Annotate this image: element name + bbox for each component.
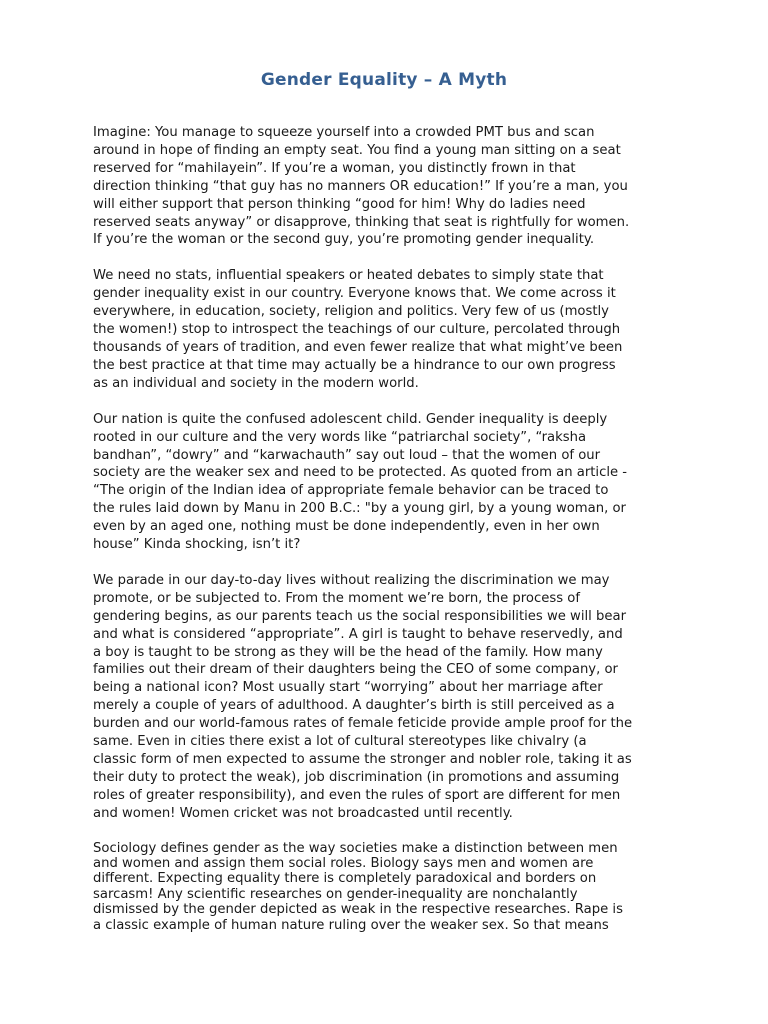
paragraph-we-parade: We parade in our day-to-day lives without realizing the discrimination we may promote, or be subjected to. From the moment we’re born, the process of gendering begins, as our parents teach us the social responsibilities we will bear and what is considered “appropriate”. A girl is taught to behave reservedly, and a boy is taught to be strong as they will be the head of the family. How many families out their dream of their daughters being the CEO of some company, or being a national icon? Most usually start “worrying” about her marriage after merely a couple of years of adulthood. A daughter’s birth is still perceived as a burden and our world-famous rates of female feticide provide ample proof for the same. Even in cities there exist a lot of cultural stereotypes like chivalry (a classic form of men expected to assume the stronger and nobler role, taking it as their duty to protect the weak), job discrimination (in promotions and assuming roles of greater responsibility), and even the rules of sport are different for men and women! Women cricket was not broadcasted until recently.	[93, 572, 633, 821]
paragraph-sociology: Sociology defines gender as the way societies make a distinction between men and women and assign them social roles. Biology says men and women are different. Expecting equality there is completely paradoxical and borders on sarcasm! Any scientific researches on gender-inequality are nonchalantly dismissed by the gender depicted as weak in the respective researches. Rape is a classic example of human nature ruling over the weaker sex. So that means	[93, 840, 623, 933]
document-title: Gender Equality – A Myth	[260, 70, 508, 90]
paragraph-our-nation: Our nation is quite the confused adolescent child. Gender inequality is deeply rooted in our culture and the very words like “patriarchal society”, “raksha bandhan”, “dowry” and “karwachauth” say out loud – that the women of our society are the weaker sex and need to be protected. As quoted from an article - “The origin of the Indian idea of appropriate female behavior can be traced to the rules laid down by Manu in 200 B.C.: "by a young girl, by a young woman, or even by an aged one, nothing must be done independently, even in her own house” Kinda shocking, isn’t it?	[93, 411, 628, 553]
paragraph-imagine: Imagine: You manage to squeeze yourself into a crowded PMT bus and scan around in hope of finding an empty seat. You find a young man sitting on a seat reserved for “mahilayein”. If you’re a woman, you distinctly frown in that direction thinking “that guy has no manners OR education!” If you’re a man, you will either support that person thinking “good for him! Why do ladies need reserved seats anyway” or disapprove, thinking that seat is rightfully for women. If you’re the woman or the second guy, you’re promoting gender inequality.	[93, 125, 630, 248]
document-body	[93, 124, 683, 951]
paragraph-no-stats: We need no stats, influential speakers or heated debates to simply state that gender inequality exist in our country. Everyone knows that. We come across it everywhere, in education, society, religion and politics. Very few of us (mostly the women!) stop to introspect the teachings of our culture, percolated through thousands of years of tradition, and even fewer realize that what might’ve been the best practice at that time may actually be a hindrance to our own progress as an individual and society in the modern world.	[93, 268, 623, 391]
